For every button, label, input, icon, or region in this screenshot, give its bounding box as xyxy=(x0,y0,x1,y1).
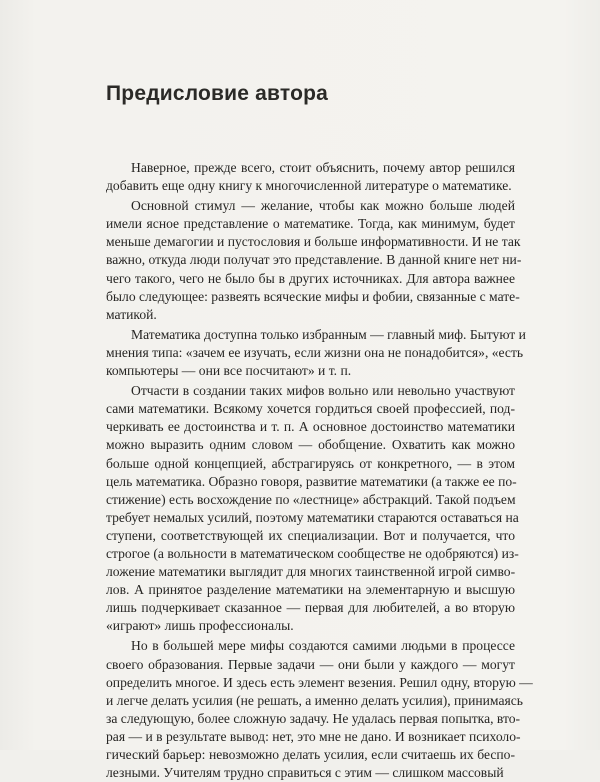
text-line: меньше демагогии и пустословия и больше информативности. И не так xyxy=(106,234,521,250)
text-line: матикой. xyxy=(106,306,157,322)
paragraph xyxy=(106,197,522,324)
paragraph xyxy=(106,159,515,195)
text-line: Математика доступна только избранным — главный миф. Бытуют и xyxy=(131,326,526,342)
text-line: цель математика. Образно говоря, развитие математики (а также ее по- xyxy=(106,473,517,489)
text-line: можно выразить одним словом — обобщение. Охватить как можно xyxy=(106,437,515,453)
text-line: рая — и в результате вывод: нет, это мне не дано. И возникает психоло- xyxy=(106,728,521,744)
text-line: черкивать ее достоинства и т. п. А основное достоинство математики xyxy=(106,419,515,435)
text-line: чего такого, чего не было бы в других источниках. Для автора важнее xyxy=(106,270,515,286)
body-text xyxy=(106,159,533,782)
text-line: Отчасти в создании таких мифов вольно или невольно участвуют xyxy=(131,383,515,399)
text-line: определить многое. И здесь есть элемент везения. Решил одну, вторую — xyxy=(106,674,533,690)
text-line: Наверное, прежде всего, стоит объяснить, почему автор решился xyxy=(131,160,515,175)
text-line: требует немалых усилий, поэтому математики стараются оставаться на xyxy=(106,509,519,525)
text-line: и легче делать усилия (не решать, а именно делать усилия), принимаясь xyxy=(106,692,523,708)
text-line: стижение) есть восхождение по «лестнице» абстракций. Такой подъем xyxy=(106,491,516,507)
paragraph xyxy=(106,382,519,635)
text-line: было следующее: развеять всяческие мифы и фобии, связанные с мате- xyxy=(106,288,520,304)
text-line: имели ясное представление о математике. Тогда, как минимум, будет xyxy=(106,216,515,232)
text-line: лишь подчеркивает сказанное — первая для любителей, а во вторую xyxy=(106,600,515,616)
text-line: за следующую, более сложную задачу. Не удалась первая попытка, вто- xyxy=(106,710,521,726)
text-line: своего образования. Первые задачи — они были у каждого — могут xyxy=(106,656,515,672)
text-line: лов. А принятое разделение математики на элементарную и высшую xyxy=(106,582,515,598)
text-line: Основной стимул — желание, чтобы как можно больше людей xyxy=(131,198,515,214)
text-line: строгое (а вольности в математическом сообществе не одобряются) из- xyxy=(106,545,519,561)
text-line: ступени, соответствующей их специализации. Вот и получается, что xyxy=(106,527,515,543)
text-line: сами математики. Всякому хочется гордиться своей профессией, под- xyxy=(106,401,515,417)
text-line: компьютеры — они все посчитают» и т. п. xyxy=(106,363,352,379)
text-line: больше одной концепцией, абстрагируясь от конкретного, — в этом xyxy=(106,455,515,471)
text-line: ложение математики выглядит для многих таинственной игрой симво- xyxy=(106,564,516,580)
paragraph xyxy=(106,326,526,380)
text-line: Но в большей мере мифы создаются самими людьми в процессе xyxy=(131,638,515,654)
text-line: «играют» лишь профессионалы. xyxy=(106,618,294,634)
text-line: добавить еще одну книгу к многочисленной литературе о математике. xyxy=(106,178,512,194)
text-line: важно, откуда люди получат это представление. В данной книге нет ни- xyxy=(106,252,522,268)
text-line: лезными. Учителям трудно справиться с этим — слишком массовый xyxy=(106,765,504,781)
page-title: Предисловие автора xyxy=(106,82,328,105)
paragraph xyxy=(106,637,533,782)
text-line: мнения типа: «зачем ее изучать, если жизни она не понадобится», «есть xyxy=(106,344,524,360)
text-line: гический барьер: невозможно делать усилия, если считаешь их беспо- xyxy=(106,747,515,762)
